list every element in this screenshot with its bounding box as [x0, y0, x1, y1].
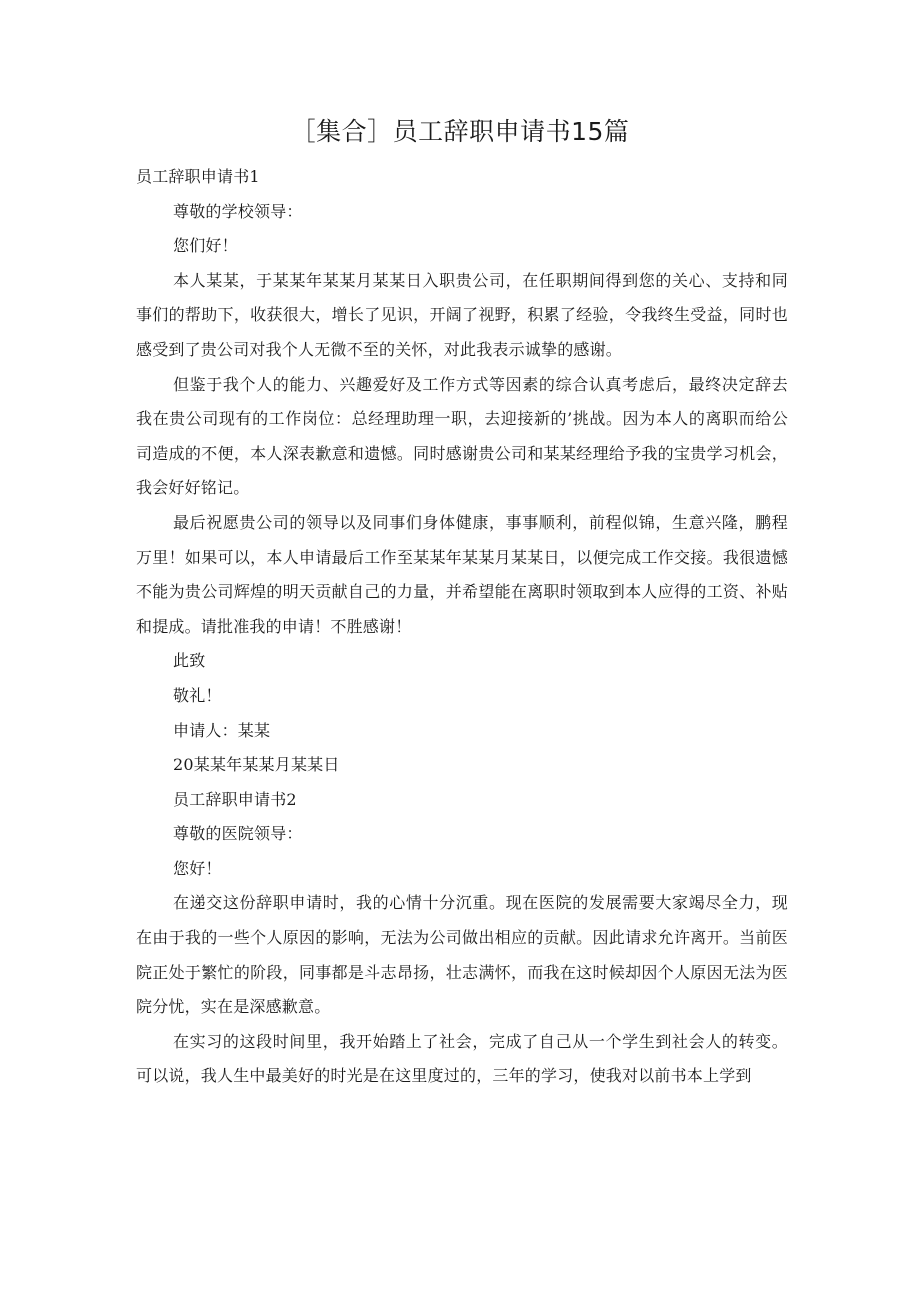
paragraph: 在实习的这段时间里，我开始踏上了社会，完成了自己从一个学生到社会人的转变。可以说，我人生中最美好的时光是在这里度过的，三年的学习，使我对以前书本上学到	[136, 1031, 788, 1086]
paragraph: 本人某某，于某某年某某月某某日入职贵公司，在任职期间得到您的关心、支持和同事们的帮助下，收获很大，增长了见识，开阔了视野，积累了经验，令我终生受益，同时也感受到了贵公司对我个人无微不至的关怀，对此我表示诚挚的感谢。	[136, 270, 788, 359]
section-heading-1: 员工辞职申请书1	[136, 167, 260, 186]
salutation-2: 尊敬的医院领导：	[173, 824, 303, 844]
salutation-1: 尊敬的学校领导：	[173, 201, 303, 221]
closing-salute: 敬礼！	[173, 685, 222, 705]
paragraph: 但鉴于我个人的能力、兴趣爱好及工作方式等因素的综合认真考虑后，最终决定辞去我在贵公司现有的工作岗位：总经理助理一职，去迎接新的’挑战。因为本人的离职而给公司造成的不便，本人深表歉意和遗憾。同时感谢贵公司和某某经理给予我的宝贵学习机会，我会好好铭记。	[136, 374, 788, 498]
applicant-line: 申请人：某某	[173, 720, 271, 740]
greeting-2: 您好！	[173, 858, 222, 878]
closing-line: 此致	[173, 651, 206, 671]
date-line: 20某某年某某月某某日	[173, 755, 340, 775]
paragraph: 在递交这份辞职申请时，我的心情十分沉重。现在医院的发展需要大家竭尽全力，现在由于我的一些个人原因的影响，无法为公司做出相应的贡献。因此请求允许离开。当前医院正处于繁忙的阶段，同事都是斗志昂扬，壮志满怀，而我在这时候却因个人原因无法为医院分忧，实在是深感歉意。	[136, 893, 788, 1017]
greeting-1: 您们好！	[173, 236, 238, 256]
document-body	[136, 160, 788, 1094]
section-heading-2: 员工辞职申请书2	[173, 789, 297, 809]
document-title: ［集合］员工辞职申请书15篇	[290, 117, 630, 146]
paragraph: 最后祝愿贵公司的领导以及同事们身体健康，事事顺利，前程似锦，生意兴隆，鹏程万里！如果可以，本人申请最后工作至某某年某某月某某日，以便完成工作交接。我很遗憾不能为贵公司辉煌的明天贡献自己的力量，并希望能在离职时领取到本人应得的工资、补贴和提成。请批准我的申请！不胜感谢！	[136, 512, 788, 636]
